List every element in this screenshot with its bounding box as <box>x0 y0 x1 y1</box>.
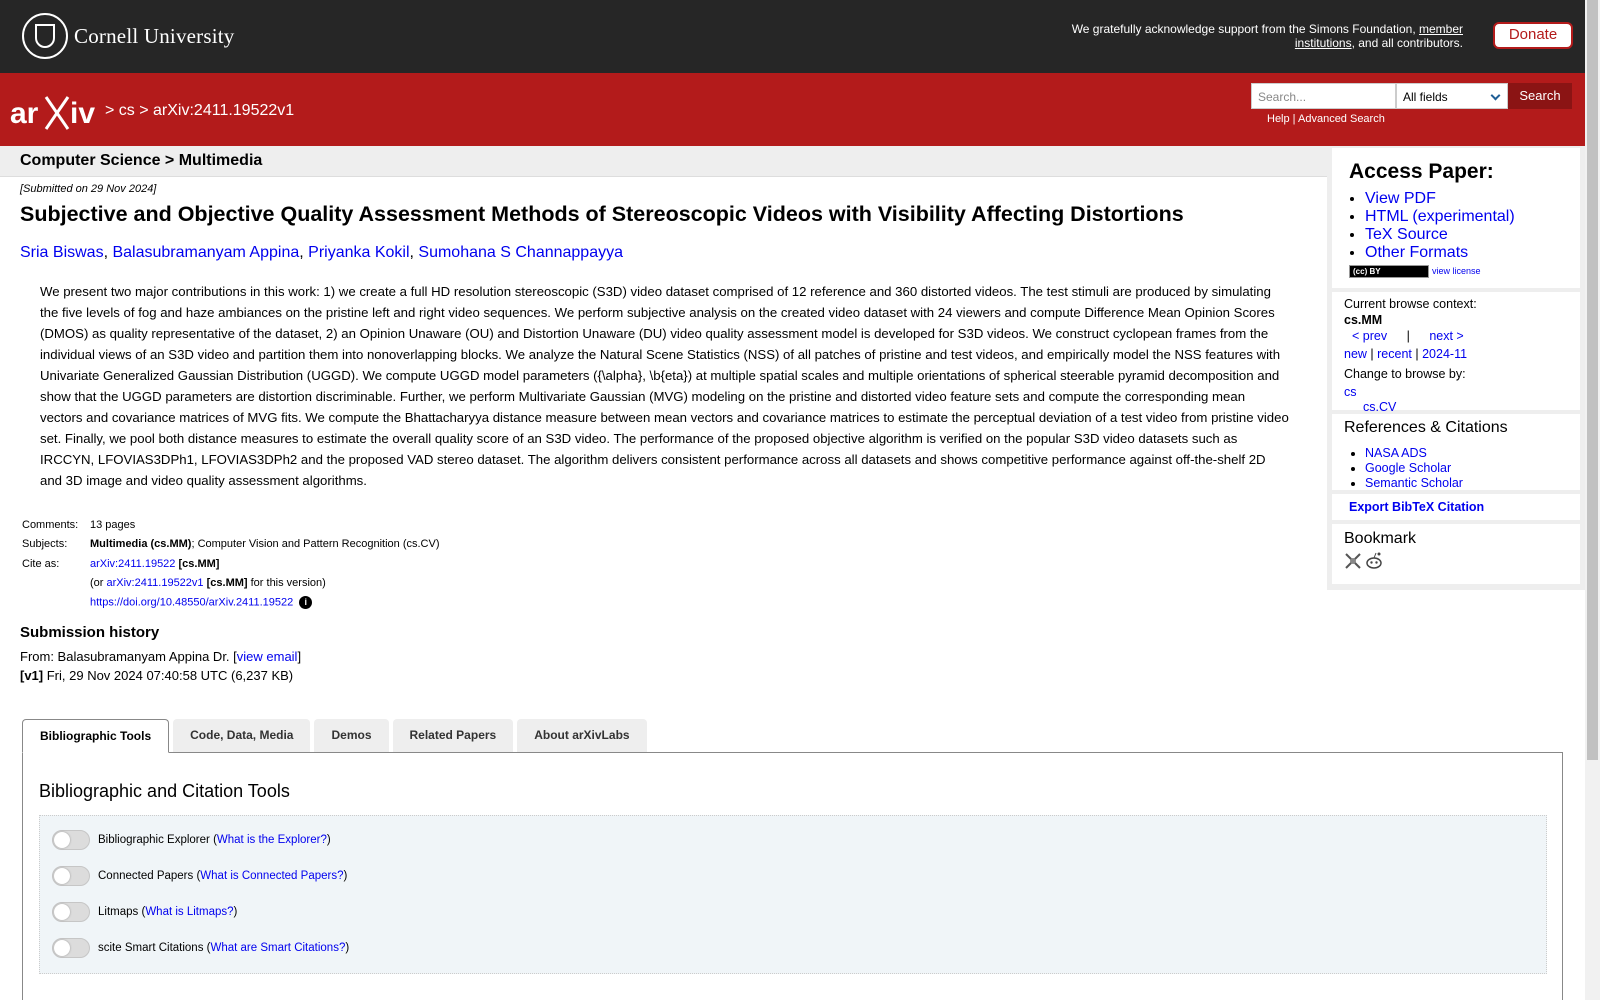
subject-header-text: Computer Science > Multimedia <box>20 152 263 169</box>
cite-label: Cite as: <box>22 557 60 570</box>
bibsonomy-icon[interactable] <box>1344 552 1362 570</box>
tab-code-data-media[interactable]: Code, Data, Media <box>173 719 310 752</box>
bookmark-title: Bookmark <box>1344 530 1417 547</box>
change-browse-label: Change to browse by: <box>1344 367 1466 381</box>
browse-context-value: cs.MM <box>1344 313 1383 327</box>
submission-from: From: Balasubramanyam Appina Dr. [view email] <box>20 649 302 664</box>
svg-text:ar: ar <box>10 97 39 130</box>
tab-related-papers[interactable]: Related Papers <box>393 719 514 752</box>
access-paper-block <box>1332 148 1580 288</box>
bookmark-block <box>1332 524 1580 584</box>
tab-panel <box>22 752 1563 1000</box>
search-input[interactable]: Search... <box>1251 83 1396 109</box>
nasa-ads-link[interactable]: NASA ADS <box>1365 446 1427 460</box>
connected-papers-toggle[interactable] <box>52 866 90 886</box>
breadcrumb: > cs > arXiv:2411.19522v1 <box>105 102 295 119</box>
browse-context-block <box>1332 292 1580 414</box>
new-link[interactable]: new <box>1344 347 1367 361</box>
submission-v1: [v1] Fri, 29 Nov 2024 07:40:58 UTC (6,237 KB) <box>20 668 294 683</box>
prev-next-nav: < prev | next > <box>1352 329 1464 343</box>
subjects-row <box>20 535 439 555</box>
author-link[interactable]: Balasubramanyam Appina <box>112 244 300 261</box>
other-subjects: ; Computer Vision and Pattern Recognition (cs.CV) <box>191 538 440 551</box>
view-pdf-link[interactable]: View PDF <box>1365 190 1436 207</box>
info-icon[interactable]: i <box>299 596 312 609</box>
version-cite-row: (or arXiv:2411.19522v1 [cs.MM] for this version) <box>90 577 326 590</box>
cornell-bar <box>0 0 1585 73</box>
tool-row-explorer: Bibliographic Explorer ( What is the Explorer? ) <box>52 830 331 850</box>
cite-link[interactable]: arXiv:2411.19522 <box>90 557 176 570</box>
labs-tabs <box>22 719 651 753</box>
tex-source-link[interactable]: TeX Source <box>1365 226 1448 243</box>
month-link[interactable]: 2024-11 <box>1422 347 1468 361</box>
tool-row-litmaps: Litmaps ( What is Litmaps? ) <box>52 902 237 922</box>
submitted-date: [Submitted on 29 Nov 2024] <box>20 183 157 195</box>
explorer-info-link[interactable]: What is the Explorer? <box>216 834 327 846</box>
references-links <box>1365 446 1463 491</box>
paper-title: Subjective and Objective Quality Assessment Methods of Stereoscopic Videos with Visibility Affecting Distortions <box>20 202 1184 226</box>
comments-row <box>20 515 439 535</box>
export-block <box>1332 494 1580 520</box>
browse-cs-link[interactable]: cs <box>1344 385 1357 399</box>
support-message: We gratefully acknowledge support from the Simons Foundation, member institutions, and all contributors. <box>1071 22 1463 50</box>
member-institutions-link[interactable]: member institutions <box>1294 22 1463 50</box>
google-scholar-link[interactable]: Google Scholar <box>1365 461 1452 475</box>
arxiv-header <box>0 73 1585 146</box>
reddit-icon[interactable] <box>1364 551 1384 571</box>
doi-row <box>20 593 439 613</box>
semantic-scholar-link[interactable]: Semantic Scholar <box>1365 476 1463 490</box>
litmaps-info-link[interactable]: What is Litmaps? <box>145 906 234 918</box>
cite-row: Cite as: arXiv:2411.19522 [cs.MM] <box>22 557 220 570</box>
next-link[interactable]: next > <box>1429 329 1464 343</box>
listing-links: new | recent | 2024-11 <box>1344 347 1468 361</box>
breadcrumb-paper-id: arXiv:2411.19522v1 <box>153 102 295 119</box>
page-scrollbar[interactable] <box>1585 0 1600 1000</box>
version-cite-link[interactable]: arXiv:2411.19522v1 <box>106 577 204 590</box>
author-link[interactable]: Priyanka Kokil <box>308 244 410 261</box>
cornell-name: Cornell University <box>74 23 235 48</box>
search-button[interactable]: Search <box>1508 83 1572 109</box>
help-link[interactable]: Help <box>1267 113 1290 125</box>
metadata-table <box>20 515 439 613</box>
other-formats-link[interactable]: Other Formats <box>1365 244 1469 261</box>
subjects-label: Subjects: <box>22 538 68 551</box>
scite-toggle[interactable] <box>52 938 90 958</box>
tab-about-arxivlabs[interactable]: About arXivLabs <box>517 719 646 752</box>
cornell-seal-icon <box>22 13 68 59</box>
author-link[interactable]: Sria Biswas <box>20 244 104 261</box>
abstract: We present two major contributions in this work: 1) we create a full HD resolution stereoscopic (S3D) video dataset comprised of 12 reference and 360 distorted videos. The test stimuli are produced by simulating the five levels of fog and haze ambiances on the pristine left and right video sequences. We perform subjective analysis on the created video dataset with 24 viewers and compute Difference Mean Opinion Scores (DMOS) as quality representative of the dataset, 2) an Opinion Unaware (OU) and Distortion Unaware (DU) video quality assessment model is developed for S3D videos. We construct cyclopean frames from the individual views of an S3D video and partition them into nonoverlapping blocks. We analyze the Natural Scene Statistics (NSS) of all patches of pristine and test videos, and empirically model the NSS features with Univariate Generalized Gaussian Distribution (UGGD). We compute UGGD model parameters ({\alpha}, \b{eta}) at multiple spatial scales and multiple orientations of spherical steerable pyramid decomposition and show that the UGGD parameters are distortion discriminable. Further, we perform Multivariate Gaussian (MVG) modeling on the pristine and distorted video feature sets and compute the corresponding mean vectors and covariance matrices of MVG fits. We compute the Bhattacharyya distance measure between mean vectors and covariance matrices to estimate the perceptual deviation of a test video from pristine video set. Finally, we pool both distance measures to estimate the overall quality score of an S3D video. The performance of the proposed objective algorithm is verified on the popular S3D video datasets such as IRCCYN, LFOVIAS3DPh1, LFOVIAS3DPh2 and the proposed VAD stereo dataset. The algorithm delivers consistent performance across all datasets and shows competitive performance against off-the-shelf 2D and 3D image and video quality assessment algorithms. <box>40 284 1289 488</box>
comments-label: Comments: <box>22 518 79 531</box>
browse-cscv-link[interactable]: cs.CV <box>1363 400 1397 414</box>
comments-value: 13 pages <box>90 518 136 531</box>
explorer-toggle[interactable] <box>52 830 90 850</box>
tool-row-scite: scite Smart Citations ( What are Smart Citations? ) <box>52 938 349 958</box>
subject-header <box>0 146 1327 177</box>
primary-subject: Multimedia (cs.MM) <box>90 538 192 551</box>
view-license-link[interactable]: view license <box>1432 266 1481 276</box>
references-title: References & Citations <box>1344 419 1508 436</box>
submission-history-title: Submission history <box>20 624 160 641</box>
view-email-link[interactable]: view email <box>236 649 298 664</box>
chevron-down-icon <box>1491 91 1501 101</box>
tools-box <box>39 815 1547 974</box>
doi-link[interactable]: https://doi.org/10.48550/arXiv.2411.19522 <box>90 596 294 609</box>
references-block <box>1332 414 1580 490</box>
help-links: Help | Advanced Search <box>1267 113 1385 125</box>
html-link[interactable]: HTML (experimental) <box>1365 208 1515 225</box>
connected-papers-info-link[interactable]: What is Connected Papers? <box>200 870 344 882</box>
donate-button[interactable]: Donate <box>1493 22 1573 49</box>
advanced-search-link[interactable]: Advanced Search <box>1298 113 1385 125</box>
scrollbar-thumb[interactable] <box>1587 0 1598 760</box>
access-links <box>1365 190 1515 262</box>
breadcrumb-cs[interactable]: cs <box>118 102 135 119</box>
authors: Sria Biswas, Balasubramanyam Appina, Priyanka Kokil, Sumohana S Channappayya <box>20 244 623 261</box>
tab-bibliographic-tools[interactable]: Bibliographic Tools <box>22 719 169 753</box>
export-bibtex-link[interactable]: Export BibTeX Citation <box>1349 500 1485 514</box>
tab-demos[interactable]: Demos <box>314 719 388 752</box>
prev-link[interactable]: < prev <box>1352 329 1388 343</box>
cornell-logo[interactable] <box>22 13 235 59</box>
author-link[interactable]: Sumohana S Channappayya <box>418 244 623 261</box>
svg-text:iv: iv <box>70 97 96 130</box>
tool-row-connected-papers: Connected Papers ( What is Connected Papers? ) <box>52 866 347 886</box>
cc-license-badge[interactable]: (cc) BY <box>1349 265 1429 278</box>
sidebar <box>1327 146 1585 590</box>
browse-context-label: Current browse context: <box>1344 297 1477 311</box>
access-paper-title: Access Paper: <box>1349 160 1494 183</box>
litmaps-toggle[interactable] <box>52 902 90 922</box>
scite-info-link[interactable]: What are Smart Citations? <box>210 942 346 954</box>
arxiv-logo-icon[interactable] <box>10 93 102 133</box>
tools-title: Bibliographic and Citation Tools <box>39 781 290 801</box>
recent-link[interactable]: recent <box>1377 347 1412 361</box>
search-field-select[interactable]: All fields <box>1396 83 1508 109</box>
